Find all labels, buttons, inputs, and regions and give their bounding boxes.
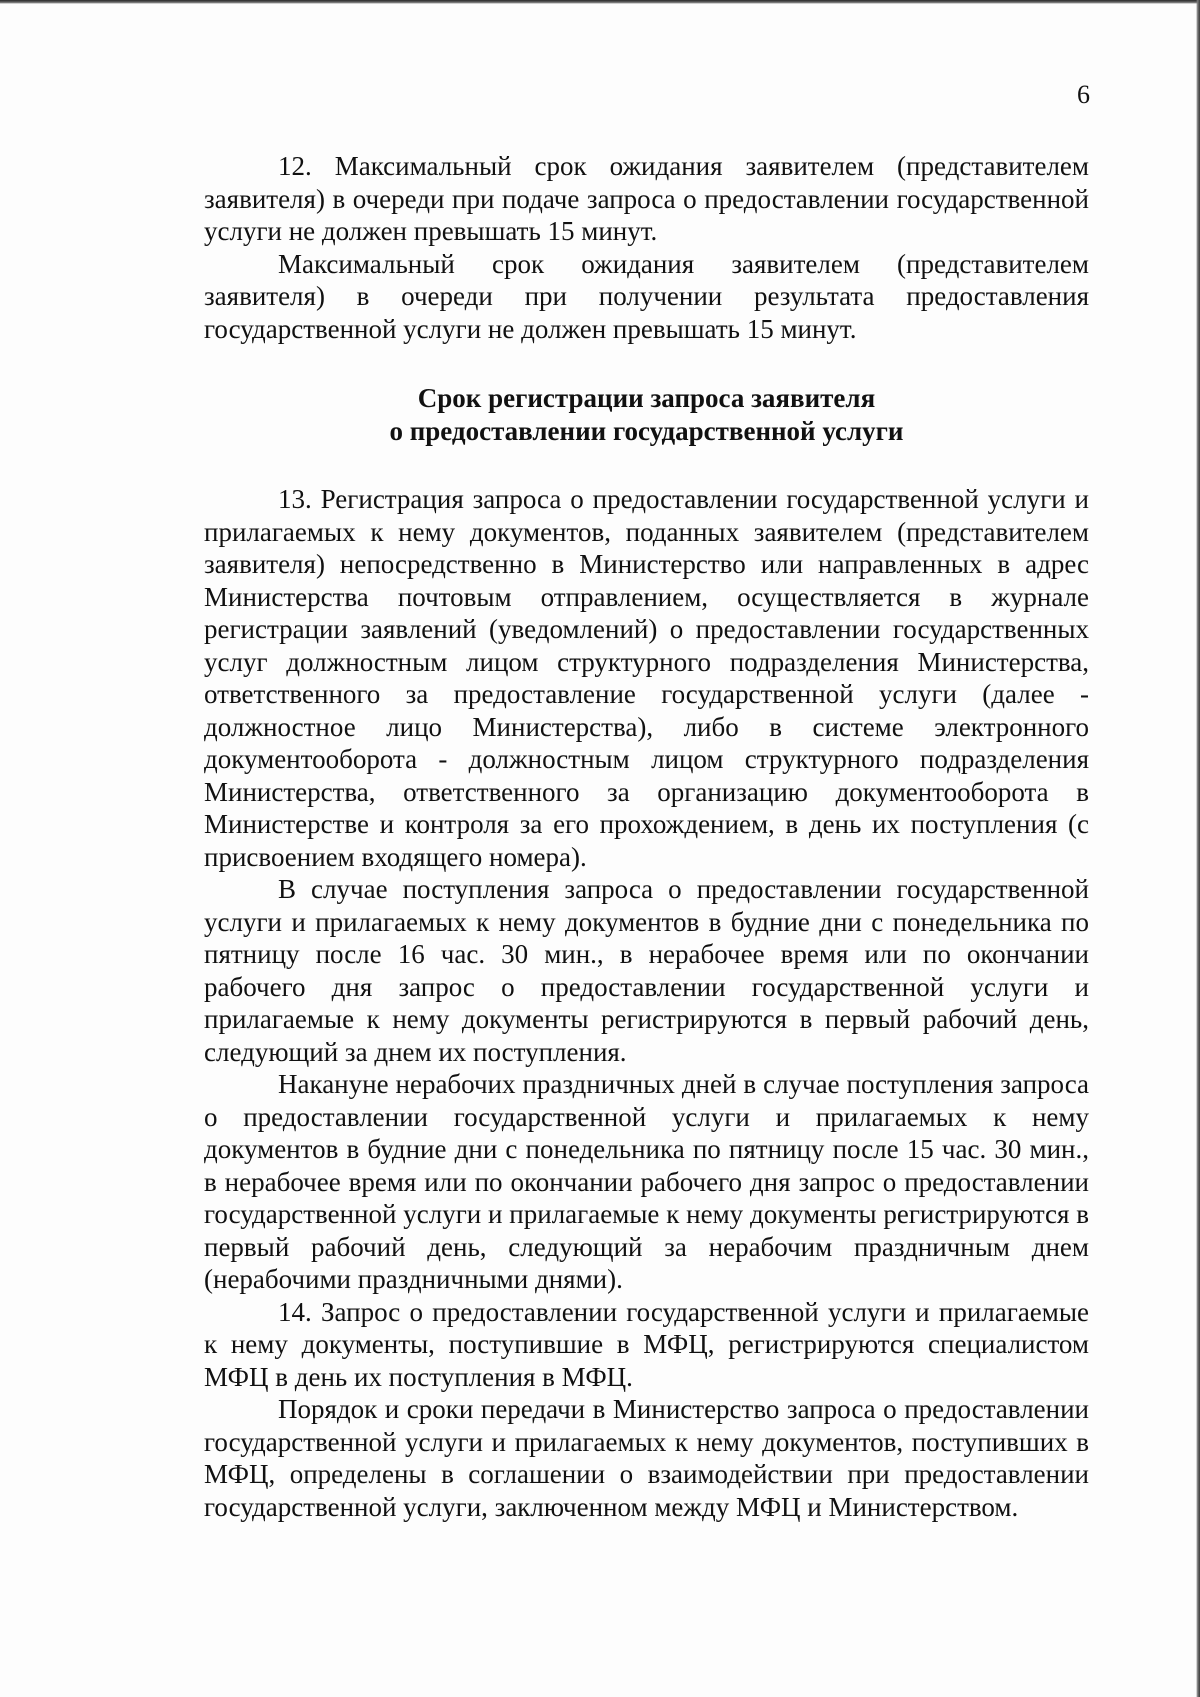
paragraph-14-2: Порядок и сроки передачи в Министерство запроса о предоставлении государственной услуги и прилагаемых к нему документов, поступивших в МФЦ, определены в соглашении о взаимодействии при предоставлении государственной услуги, заключенном между МФЦ и Министерством. [204, 1394, 1089, 1522]
paragraph-12-2: Максимальный срок ожидания заявителем (представителем заявителя) в очереди при получении результата предоставления государственной услуги не должен превышать 15 минут. [204, 248, 1089, 344]
paragraph-14-1: 14. Запрос о предоставлении государственной услуги и прилагаемые к нему документы, поступившие в МФЦ, регистрируются специалистом МФЦ в день их поступления в МФЦ. [204, 1296, 1089, 1392]
paragraph-13-2: В случае поступления запроса о предоставлении государственной услуги и прилагаемых к нему документов в будние дни с понедельника по пятницу после 16 час. 30 мин., в нерабочее время или по окончании рабочего дня запрос о предоставлении государственной услуги и прилагаемые к нему документы регистрируются в первый рабочий день, следующий за днем их поступления. [204, 874, 1089, 1067]
section-heading-line-1: Срок регистрации запроса заявителя [417, 383, 876, 413]
paragraph-12-1: 12. Максимальный срок ожидания заявителем (представителем заявителя) в очереди при подаче запроса о предоставлении государственной услуги не должен превышать 15 минут. [204, 151, 1089, 246]
section-heading [204, 382, 1089, 448]
document-body [204, 150, 1089, 1523]
paragraph-13-1: 13. Регистрация запроса о предоставлении государственной услуги и прилагаемых к нему документов, поданных заявителем (представителем заявителя) непосредственно в Министерство или направленных в адрес Министерства почтовым отправлением, осуществляется в журнале регистрации заявлений (уведомлений) о предоставлении государственных услуг должностным лицом структурного подразделения Министерства, ответственного за предоставление государственной услуги (далее - должностное лицо Министерства), либо в системе электронного документооборота - должностным лицом структурного подразделения Министерства, ответственного за организацию документооборота в Министерстве и контроля за его прохождением, в день их поступления (с присвоением входящего номера). [204, 484, 1089, 872]
scan-edge-top [0, 0, 1200, 4]
page-number: 6 [1077, 80, 1090, 109]
scan-edge-right [1196, 0, 1200, 1697]
section-heading-line-2: о предоставлении государственной услуги [389, 416, 904, 446]
paragraph-13-3: Накануне нерабочих праздничных дней в случае поступления запроса о предоставлении государственной услуги и прилагаемых к нему документов в будние дни с понедельника по пятницу после 15 час. 30 мин., в нерабочее время или по окончании рабочего дня запрос о предоставлении государственной услуги и прилагаемые к нему документы регистрируются в первый рабочий день, следующий за нерабочим праздничным днем (нерабочими праздничными днями). [204, 1069, 1089, 1294]
